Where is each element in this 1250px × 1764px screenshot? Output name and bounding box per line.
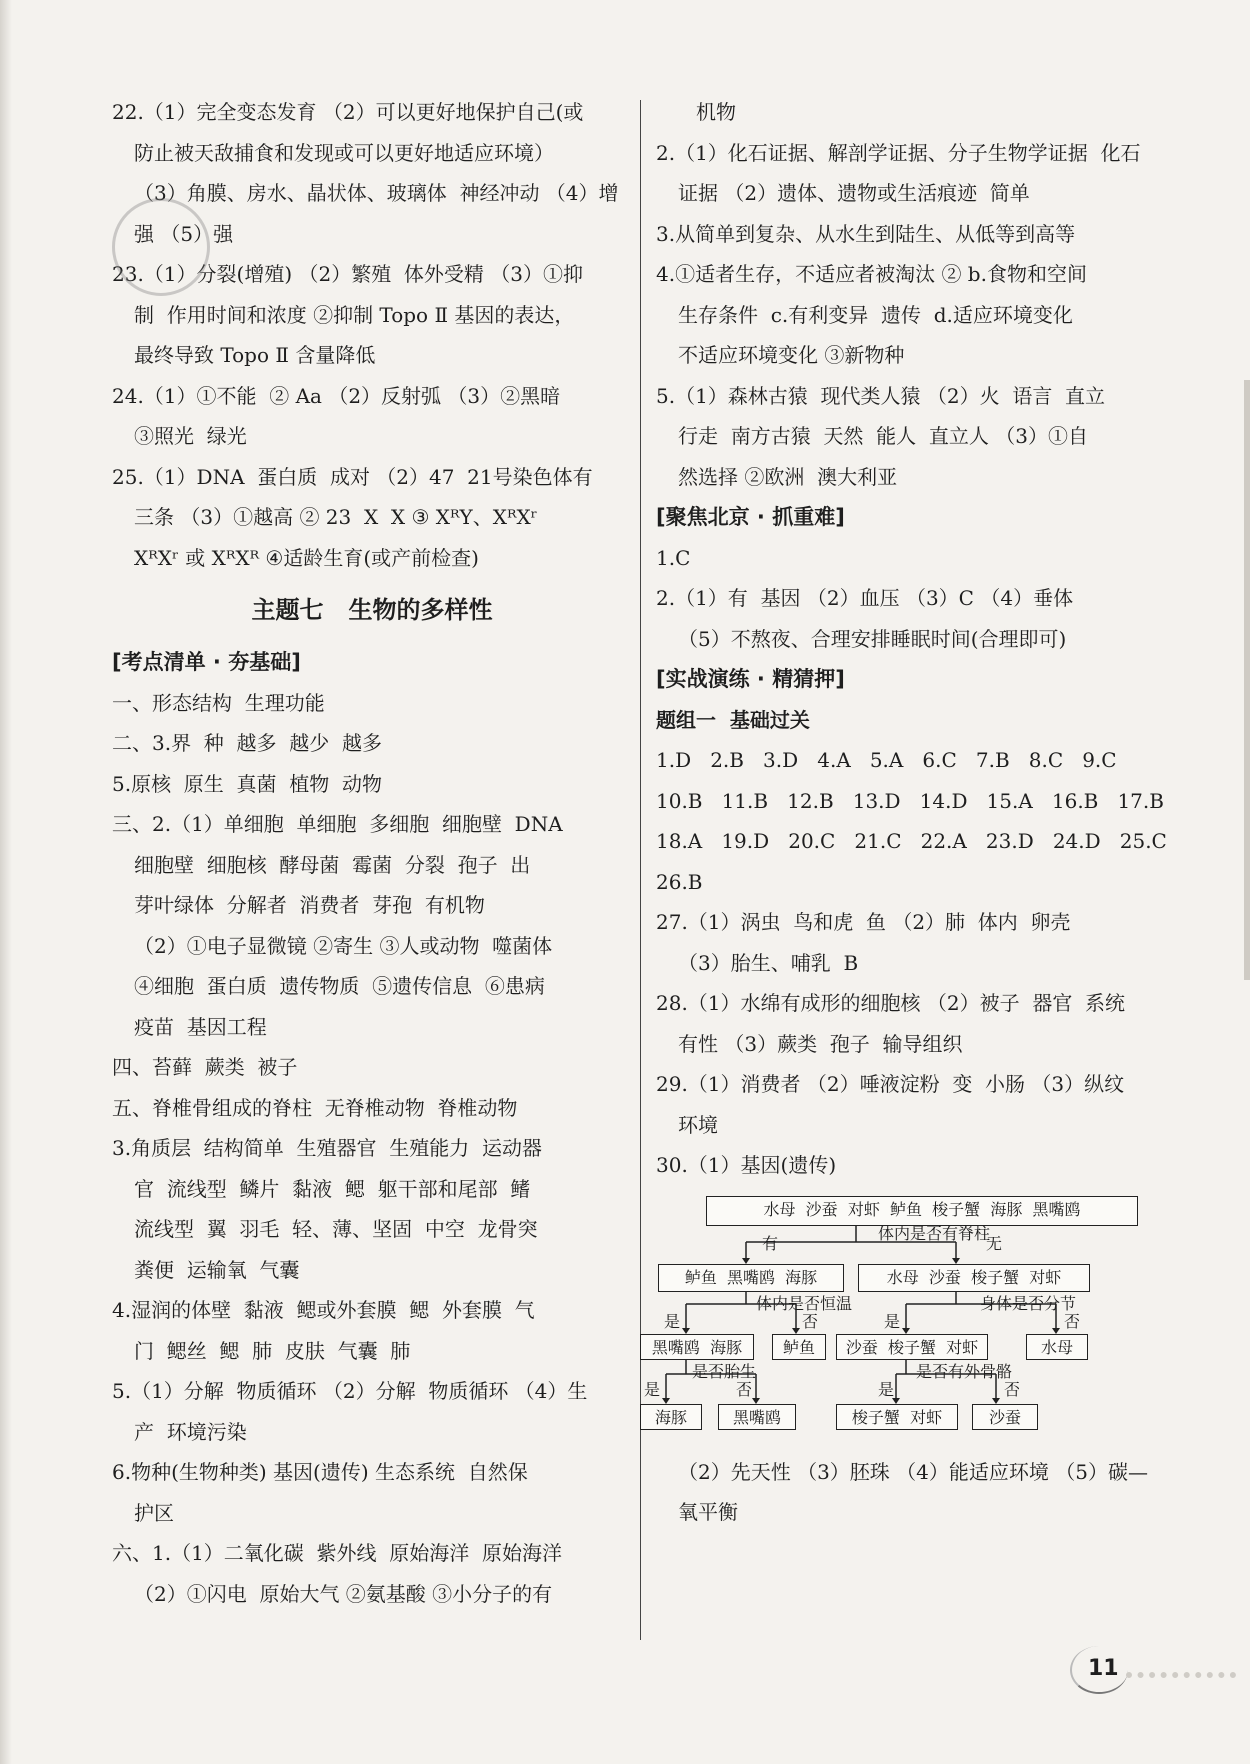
question-viviparous: 是否胎生 [692,1361,757,1381]
answer-line: 细胞壁 细胞核 酵母菌 霉菌 分裂 孢子 出 [134,852,531,877]
answer-line: 行走 南方古猿 天然 能人 直立人 （3）①自 [678,424,1088,448]
answer-line: 制 作用时间和浓度 ②抑制 Topo Ⅱ 基因的表达， [134,302,575,327]
answer-line: 三、2.（1）单细胞 单细胞 多细胞 细胞壁 DNA [112,812,563,836]
page-binding-shadow [0,0,12,1764]
section-subheading: [实战演练 · 精猜押] [656,667,845,691]
page-edge-tab [1244,380,1250,980]
right-column [644,92,1167,1533]
node-ragworm: 沙蚕 [972,1404,1038,1430]
answer-line: 三条 （3）①越高 ② 23 X X ③ XᴿY、XᴿXʳ [134,505,538,529]
watermark-stamp [112,198,210,296]
answer-line: 五、脊椎骨组成的脊柱 无脊椎动物 脊椎动物 [112,1095,518,1120]
answer-line: （2）①电子显微镜 ②寄生 ③人或动物 噬菌体 [134,933,553,958]
answer-line: 3.角质层 结构简单 生殖器官 生殖能力 运动器 [112,1136,542,1160]
answer-line: 3.从简单到复杂、从水生到陆生、从低等到高等 [656,221,1076,246]
answer-line: 六、1.（1）二氧化碳 紫外线 原始海洋 原始海洋 [112,1541,562,1565]
branch-yes-label: 是 [884,1311,901,1331]
answer-line: 芽叶绿体 分解者 消费者 芽孢 有机物 [134,893,485,917]
answer-line: 1.C [656,545,691,570]
answer-line: （2）①闪电 原始大气 ②氨基酸 ③小分子的有 [134,1581,553,1606]
diagram-root-box: 水母 沙蚕 对虾 鲈鱼 梭子蟹 海豚 黑嘴鸥 [706,1196,1138,1226]
answer-line: （3）角膜、房水、晶状体、玻璃体 神经冲动 （4）增 [134,181,619,205]
answer-line: XᴿXʳ 或 XᴿXᴿ ④适龄生育(或产前检查) [134,545,479,570]
answer-line: 27.（1）涡虫 鸟和虎 鱼 （2）肺 体内 卵壳 [656,910,1071,934]
node-gull: 黑嘴鸥 [718,1404,796,1430]
branch-yes-label: 是 [878,1379,895,1399]
section-subheading: [聚焦北京 · 抓重难] [656,505,845,529]
answer-line: 25.（1）DNA 蛋白质 成对 （2）47 21号染色体有 [112,464,593,489]
answer-line: （3）胎生、哺乳 B [678,950,859,975]
question-vertebral-column: 体内是否有脊柱 [878,1223,991,1243]
branch-yes-label: 是 [664,1311,681,1331]
section-subheading: [考点清单 · 夯基础] [112,650,301,674]
answer-line: 四、苔藓 蕨类 被子 [112,1055,298,1079]
branch-yes-label: 有 [762,1233,779,1253]
node-invertebrates: 水母 沙蚕 梭子蟹 对虾 [858,1264,1090,1292]
answer-line: 氧平衡 [678,1500,738,1524]
answer-line: 5.（1）森林古猿 现代类人猿 （2）火 语言 直立 [656,383,1106,408]
question-segmented: 身体是否分节 [980,1293,1077,1313]
choice-answers: 1.D 2.B 3.D 4.A 5.A 6.C 7.B 8.C 9.C [656,748,1117,772]
answer-line: （2）先天性 （3）胚珠 （4）能适应环境 （5）碳— [678,1459,1148,1484]
answer-line: 二、3.界 种 越多 越少 越多 [112,731,382,755]
left-column [112,92,632,1614]
answer-line: 最终导致 Topo Ⅱ 含量降低 [134,343,376,367]
answer-line: 有性 （3）蕨类 孢子 输导组织 [678,1031,963,1056]
answer-line: 5.（1）分解 物质循环 （2）分解 物质循环 （4）生 [112,1379,588,1403]
choice-answers: 18.A 19.D 20.C 21.C 22.A 23.D 24.D 25.C [656,829,1167,853]
answer-line: 产 环境污染 [134,1419,247,1444]
node-segmented: 沙蚕 梭子蟹 对虾 [836,1334,988,1360]
answer-line: 强 （5）强 [134,221,234,246]
answer-line: ④细胞 蛋白质 遗传物质 ⑤遗传信息 ⑥患病 [134,974,545,998]
classification-diagram [644,1192,1166,1472]
branch-yes-label: 是 [644,1379,661,1399]
branch-no-label: 否 [1004,1379,1021,1399]
branch-no-label: 否 [1064,1311,1081,1331]
node-unsegmented: 水母 [1026,1334,1088,1360]
answer-line: 5.原核 原生 真菌 植物 动物 [112,771,382,796]
answer-line: 流线型 翼 羽毛 轻、薄、坚固 中空 龙骨突 [134,1217,538,1241]
answer-line: 6.物种(生物种类) 基因(遗传) 生态系统 自然保 [112,1460,528,1484]
answer-line: 防止被天敌捕食和发现或可以更好地适应环境） [134,140,554,165]
answer-line: 2.（1）化石证据、解剖学证据、分子生物学证据 化石 [656,140,1141,165]
node-crab-shrimp: 梭子蟹 对虾 [836,1404,958,1430]
answer-line: 然选择 ②欧洲 澳大利亚 [678,464,898,489]
node-cold-blooded: 鲈鱼 [772,1334,826,1360]
answer-line: 证据 （2）遗体、遗物或生活痕迹 简单 [678,181,1030,205]
answer-line: 30.（1）基因(遗传) [656,1153,837,1177]
answer-line: 24.（1）①不能 ② Aa （2）反射弧 （3）②黑暗 [112,383,561,408]
choice-answers: 10.B 11.B 12.B 13.D 14.D 15.A 16.B 17.B [656,788,1164,813]
branch-no-label: 否 [802,1311,819,1331]
answer-line: 4.湿润的体壁 黏液 鳃或外套膜 鳃 外套膜 气 [112,1298,535,1322]
answer-line: 疫苗 基因工程 [134,1014,267,1039]
group-heading: 题组一 基础过关 [656,707,810,732]
choice-answers: 26.B [656,869,703,894]
answer-line: 2.（1）有 基因 （2）血压 （3）C （4）垂体 [656,586,1074,610]
answer-line: 29.（1）消费者 （2）唾液淀粉 变 小肠 （3）纵纹 [656,1072,1125,1096]
answer-line: 生存条件 c.有利变异 遗传 d.适应环境变化 [678,302,1073,327]
answer-line: 护区 [134,1500,174,1525]
page-footer-rule [1126,1672,1236,1678]
node-warm-blooded: 黑嘴鸥 海豚 [640,1334,754,1360]
branch-no-label: 无 [986,1233,1003,1253]
page-number: 11 [1088,1656,1119,1681]
answer-line: 4.①适者生存，不适应者被淘汰 ② b.食物和空间 [656,262,1087,286]
node-dolphin: 海豚 [640,1404,702,1430]
answer-line: 23.（1）分裂(增殖) （2）繁殖 体外受精 （3）①抑 [112,262,584,286]
answer-line: 一、形态结构 生理功能 [112,690,325,715]
question-exoskeleton: 是否有外骨骼 [916,1361,1013,1381]
answer-line: 不适应环境变化 ③新物种 [678,343,905,367]
answer-line: 粪便 运输氧 气囊 [134,1257,300,1282]
answer-line: 22.（1）完全变态发育 （2）可以更好地保护自己(或 [112,100,584,124]
answer-line: （5）不熬夜、合理安排睡眠时间(合理即可) [678,626,1067,651]
node-vertebrates: 鲈鱼 黑嘴鸥 海豚 [658,1264,844,1292]
answer-line: 门 鳃丝 鳃 肺 皮肤 气囊 肺 [134,1338,411,1363]
question-warm-blooded: 体内是否恒温 [756,1293,853,1313]
section-title: 主题七 生物的多样性 [251,596,493,624]
answer-line: ③照光 绿光 [134,424,247,448]
answer-line: 环境 [678,1112,718,1137]
answer-line: 官 流线型 鳞片 黏液 鳃 躯干部和尾部 鳍 [134,1176,531,1201]
answer-line: 机物 [696,100,736,124]
answer-line: 28.（1）水绵有成形的细胞核 （2）被子 器官 系统 [656,991,1126,1015]
branch-no-label: 否 [736,1379,753,1399]
